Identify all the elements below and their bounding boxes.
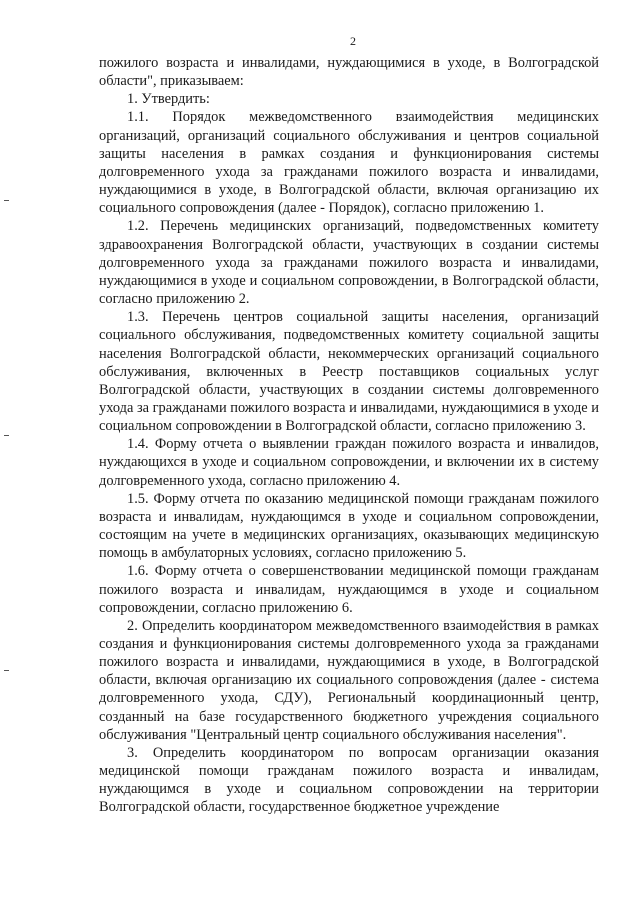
margin-mark-3 <box>4 670 9 671</box>
paragraph-item-1-4: 1.4. Форму отчета о выявлении граждан пожилого возраста и инвалидов, нуждающихся в уходе и социальном сопровождении, и включении их в систему долговременного ухода, согласно приложению 4. <box>99 436 599 489</box>
margin-mark-1 <box>4 200 9 201</box>
paragraph-item-1-1: 1.1. Порядок межведомственного взаимодействия медицинских организаций, организаций социального обслуживания и центров социальной защиты населения в рамках создания и функционирования системы долговременного ухода за гражданами пожилого возраста и инвалидами, нуждающимися в уходе, в Волгоградской области, включая организацию их социального сопровождения (далее - Порядок), согласно приложению 1. <box>99 109 599 217</box>
paragraph-intro-continuation: пожилого возраста и инвалидами, нуждающимися в уходе, в Волгоградской области", приказываем: <box>99 55 599 90</box>
paragraph-item-3: 3. Определить координатором по вопросам организации оказания медицинской помощи гражданам пожилого возраста и инвалидам, нуждающимся в уходе и социальном сопровождении на территории Волгоградской области, государственное бюджетное учреждение <box>99 744 599 816</box>
margin-mark-2 <box>4 435 9 436</box>
page-number: 2 <box>350 34 356 48</box>
paragraph-item-1-5: 1.5. Форму отчета по оказанию медицинской помощи гражданам пожилого возраста и инвалидам, нуждающимся в уходе и социальном сопровождении, состоящим на учете в медицинских организациях, оказывающих медицинскую помощь в амбулаторных условиях, согласно приложению 5. <box>99 490 599 562</box>
paragraph-item-1-2: 1.2. Перечень медицинских организаций, подведомственных комитету здравоохранения Волгоградской области, участвующих в создании системы долговременного ухода за гражданами пожилого возраста и инвалидами, нуждающимися в уходе и социальном сопровождении, в Волгоградской области, согласно приложению 2. <box>99 218 599 308</box>
paragraph-item-1: 1. Утвердить: <box>127 91 210 108</box>
paragraph-item-1-6: 1.6. Форму отчета о совершенствовании медицинской помощи гражданам пожилого возраста и инвалидам, нуждающимся в уходе и социальном сопровождении, согласно приложению 6. <box>99 563 599 616</box>
paragraph-item-2: 2. Определить координатором межведомственного взаимодействия в рамках создания и функционирования системы долговременного ухода за гражданами пожилого возраста и инвалидами, нуждающимися в уходе, в Волгоградской области, включая организацию их социального сопровождения (далее - система долговременного ухода, СДУ), Региональный координационный центр, созданный на базе государственного бюджетного учреждения социального обслуживания "Центральный центр социального обслуживания населения". <box>99 617 599 743</box>
document-page <box>99 34 599 817</box>
paragraph-item-1-3: 1.3. Перечень центров социальной защиты населения, организаций социального обслуживания, подведомственных комитету социальной защиты населения Волгоградской области, некоммерческих организаций социального обслуживания, включенных в Реестр поставщиков социальных услуг Волгоградской области, участвующих в создании системы долговременного ухода за гражданами пожилого возраста и инвалидами, нуждающимися в уходе и социальном сопровождении в Волгоградской области, согласно приложению 3. <box>99 309 599 435</box>
